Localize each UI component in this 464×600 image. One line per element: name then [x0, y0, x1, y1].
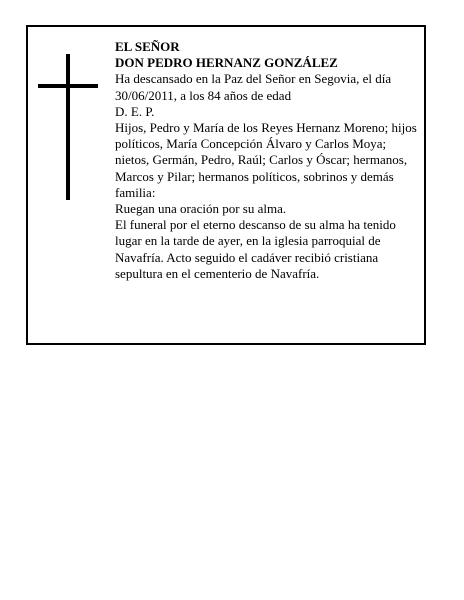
funeral-details: El funeral por el eterno descanso de su alma ha tenido lugar en la tarde de ayer, en la iglesia parroquial de Navafría. Acto seguido el cadáver recibió cristiana sepultura en el cementerio de Navafría.	[115, 217, 396, 281]
dep-line: D. E. P.	[115, 103, 155, 119]
cross-horizontal-bar	[38, 84, 98, 88]
cross-vertical-bar	[66, 54, 70, 200]
death-statement: Ha descansado en la Paz del Señor en Segovia, el día 30/06/2011, a los 84 años de edad	[115, 71, 392, 103]
obituary-notice	[26, 25, 426, 345]
prayer-request: Ruegan una oración por su alma.	[115, 201, 287, 217]
notice-text	[115, 39, 421, 282]
cross-icon	[38, 54, 98, 200]
deceased-name: DON PEDRO HERNANZ GONZÁLEZ	[115, 55, 338, 71]
notice-title: EL SEÑOR	[115, 39, 180, 54]
family-list: Hijos, Pedro y María de los Reyes Hernanz Moreno; hijos políticos, María Concepción Álvaro y Carlos Moya; nietos, Germán, Pedro, Raúl; Carlos y Óscar; hermanos, Marcos y Pilar; hermanos políticos, sobrinos y demás familia:	[115, 120, 417, 200]
